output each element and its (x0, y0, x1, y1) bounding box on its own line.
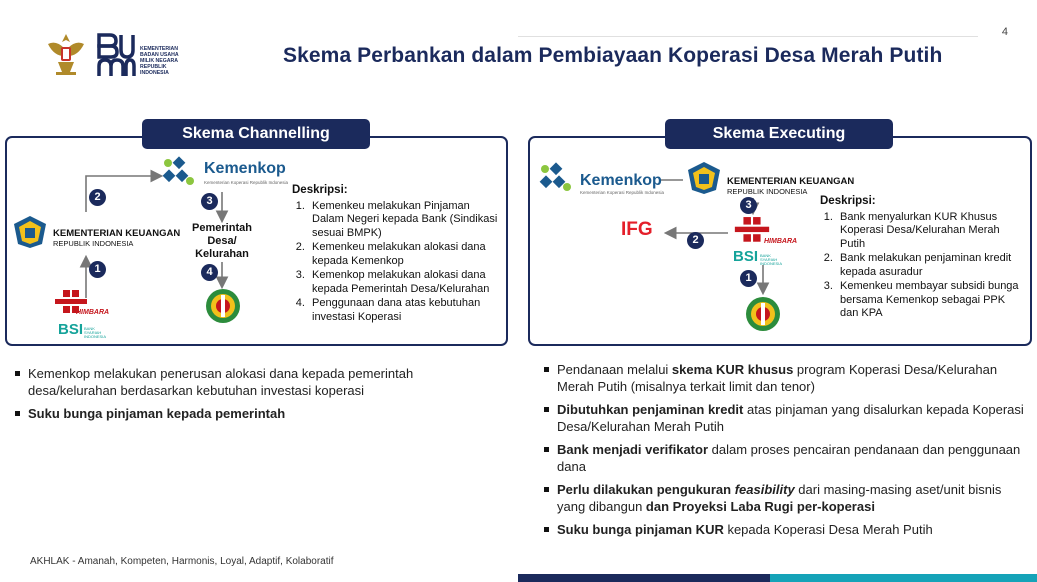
bullet-item (14, 406, 474, 423)
himbara-label: HIMBARA (76, 309, 110, 316)
footer-bar-navy (518, 574, 770, 582)
bullet-text: Pendanaan melalui (557, 362, 672, 377)
bumn-logo-line: MILIK NEGARA (140, 58, 179, 64)
kemenkeu-name: KEMENTERIAN KEUANGAN (727, 176, 855, 187)
himbara-label: HIMBARA (764, 238, 798, 245)
pemerintah-line: Kelurahan (195, 248, 249, 260)
step-2-badge: 2 (687, 232, 704, 249)
bullet-item (543, 522, 1028, 539)
description-item: 3. Kemenkop melakukan alokasi dana kepada Pemerintah Desa/Kelurahan (308, 269, 500, 296)
pemerintah-line: Desa/ (207, 235, 237, 247)
page-number: 4 (1001, 26, 1008, 38)
bullet-bold-text: Dibutuhkan penjaminan kredit (557, 402, 744, 417)
kemenkop-name: Kemenkop (580, 172, 662, 189)
executing-bullets (543, 362, 1028, 546)
description-item: 3. Kemenkeu membayar subsidi bunga bersama Kemenkop sebagai PPK dan KPA (836, 280, 1025, 321)
ifg-logo: IFG (621, 219, 653, 240)
description-item: 2. Bank melakukan penjaminan kredit kepada asuradur (836, 252, 1025, 279)
description-item: 1. Bank menyalurkan KUR Khusus Koperasi Desa/Kelurahan Merah Putih (836, 211, 1025, 252)
kemenkop-logo (537, 160, 667, 194)
kemenkeu-name: KEMENTERIAN KEUANGAN (53, 228, 181, 239)
kemenkop-subtitle: Kementerian Koperasi Republik Indonesia (580, 190, 665, 195)
bullet-text: atas pinjaman yang disalurkan kepada Koperasi Desa/Kelurahan Merah Putih (557, 402, 1024, 434)
bullet-item (543, 442, 1028, 475)
kemenkeu-logo-icon (686, 160, 722, 201)
bsi-subtitle: BANK SYARIAH INDONESIA (84, 326, 107, 339)
pemerintah-line: Pemerintah (192, 222, 252, 234)
bullet-italic-text: feasibility (734, 482, 795, 497)
bullet-text: dari masing-masing aset/unit bisnis yang dibangun (557, 482, 1002, 514)
description-title: Deskripsi: (292, 184, 348, 196)
bsi-subtitle: BANK SYARIAH INDONESIA (760, 253, 783, 266)
step-2-badge: 2 (89, 189, 106, 206)
bullet-item (543, 482, 1028, 515)
description-title: Deskripsi: (820, 195, 876, 207)
kemenkop-subtitle: Kementerian Koperasi Republik Indonesia (204, 180, 289, 185)
step-3-badge: 3 (740, 197, 757, 214)
bullet-text: program Koperasi Desa/Kelurahan Merah Putih (misalnya terkait limit dan tenor) (557, 362, 998, 394)
bullet-text: kepada Koperasi Desa Merah Putih (723, 522, 933, 537)
bullet-bold-text: skema KUR khusus (671, 362, 794, 377)
kemenkeu-subtitle: REPUBLIK INDONESIA (727, 187, 808, 196)
bullet-item (543, 362, 1028, 395)
kemenkop-mark-icon (537, 160, 575, 194)
bullet-text: Kemenkop melakukan penerusan alokasi dana kepada pemerintah desa/kelurahan berdasarkan kebutuhan investasi koperasi (28, 366, 414, 398)
kemenkeu-subtitle: REPUBLIK INDONESIA (53, 239, 134, 248)
bullet-bold-text: Suku bunga pinjaman KUR (557, 522, 724, 537)
bullet-item (14, 366, 474, 399)
himbara-logo-icon (732, 216, 772, 251)
bumn-logo-line: KEMENTERIAN (140, 46, 179, 52)
footer-values: AKHLAK - Amanah, Kompeten, Harmonis, Loyal, Adaptif, Kolaboratif (30, 556, 334, 567)
description-item: 2. Kemenkeu melakukan alokasi dana kepada Kemenkop (308, 241, 500, 268)
bumn-logo-line: REPUBLIK (140, 64, 167, 70)
bullet-bold-text: dan Proyeksi Laba Rugi per-koperasi (645, 498, 875, 514)
bullet-item (543, 402, 1028, 435)
bumn-logo-line: INDONESIA (140, 70, 169, 76)
bullet-bold-text: Suku bunga pinjaman kepada pemerintah (28, 406, 286, 421)
executing-description (820, 195, 1025, 322)
bullet-bold-text: Perlu dilakukan pengukuran (557, 482, 735, 497)
footer-bar-teal (770, 574, 1037, 582)
bumn-logo-line: BADAN USAHA (140, 52, 179, 58)
kemenkop-name: Kemenkop (204, 160, 286, 177)
bsi-label: BSI (733, 248, 759, 265)
step-3-badge: 3 (201, 193, 218, 210)
channelling-heading: Skema Channelling (142, 119, 370, 149)
channelling-bullets (14, 366, 474, 430)
description-item: 4. Penggunaan dana atas kebutuhan investasi Koperasi (308, 297, 500, 324)
executing-heading: Skema Executing (665, 119, 893, 149)
description-item: 1. Kemenkeu melakukan Pinjaman Dalam Negeri kepada Bank (Sindikasi sesuai BMPK) (308, 200, 500, 241)
bullet-text: dalam proses pencairan pendanaan dan penggunaan dana (557, 442, 1021, 474)
step-1-badge: 1 (740, 270, 757, 287)
bullet-bold-text: Bank menjadi verifikator (557, 442, 708, 457)
bsi-label: BSI (58, 321, 84, 338)
page-title: Skema Perbankan dalam Pembiayaan Koperasi Desa Merah Putih (283, 44, 943, 67)
step-1-badge: 1 (89, 261, 106, 278)
koperasi-emblem-icon (744, 295, 782, 338)
step-4-badge: 4 (201, 264, 218, 281)
